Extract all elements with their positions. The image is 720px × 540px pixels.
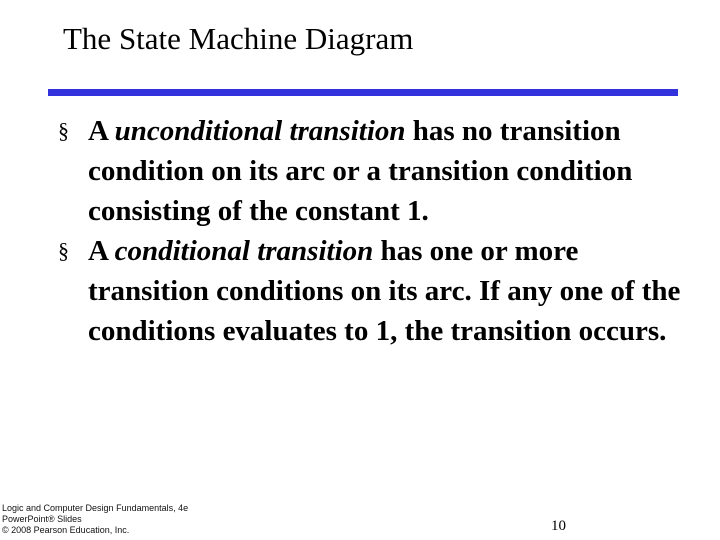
bullet-lead-text: A: [88, 235, 115, 267]
section-bullet-icon: §: [58, 238, 69, 263]
copyright-footer: [2, 503, 188, 536]
footer-book-title: Logic and Computer Design Fundamentals, 4e: [2, 503, 189, 513]
title-underline-rule: [48, 89, 678, 96]
bullet-item-conditional: [58, 231, 698, 351]
bullet-emphasis-text: conditional transition: [114, 235, 374, 267]
page-number: 10: [551, 518, 566, 534]
section-bullet-icon: §: [58, 118, 69, 143]
footer-slides-label: PowerPoint® Slides: [2, 514, 82, 524]
bullet-list: [58, 111, 698, 351]
slide-title: The State Machine Diagram: [63, 21, 414, 56]
bullet-body-text: has one or more transition conditions on its arc. If any one of the conditions evaluates to 1, the transition occurs.: [88, 235, 681, 347]
bullet-item-unconditional: [58, 111, 698, 231]
bullet-emphasis-text: unconditional transition: [114, 115, 406, 147]
bullet-body-text: has no transition condition on its arc or a transition condition consisting of the constant 1.: [88, 115, 633, 227]
bullet-lead-text: A: [88, 115, 115, 147]
footer-copyright: © 2008 Pearson Education, Inc.: [2, 525, 130, 535]
